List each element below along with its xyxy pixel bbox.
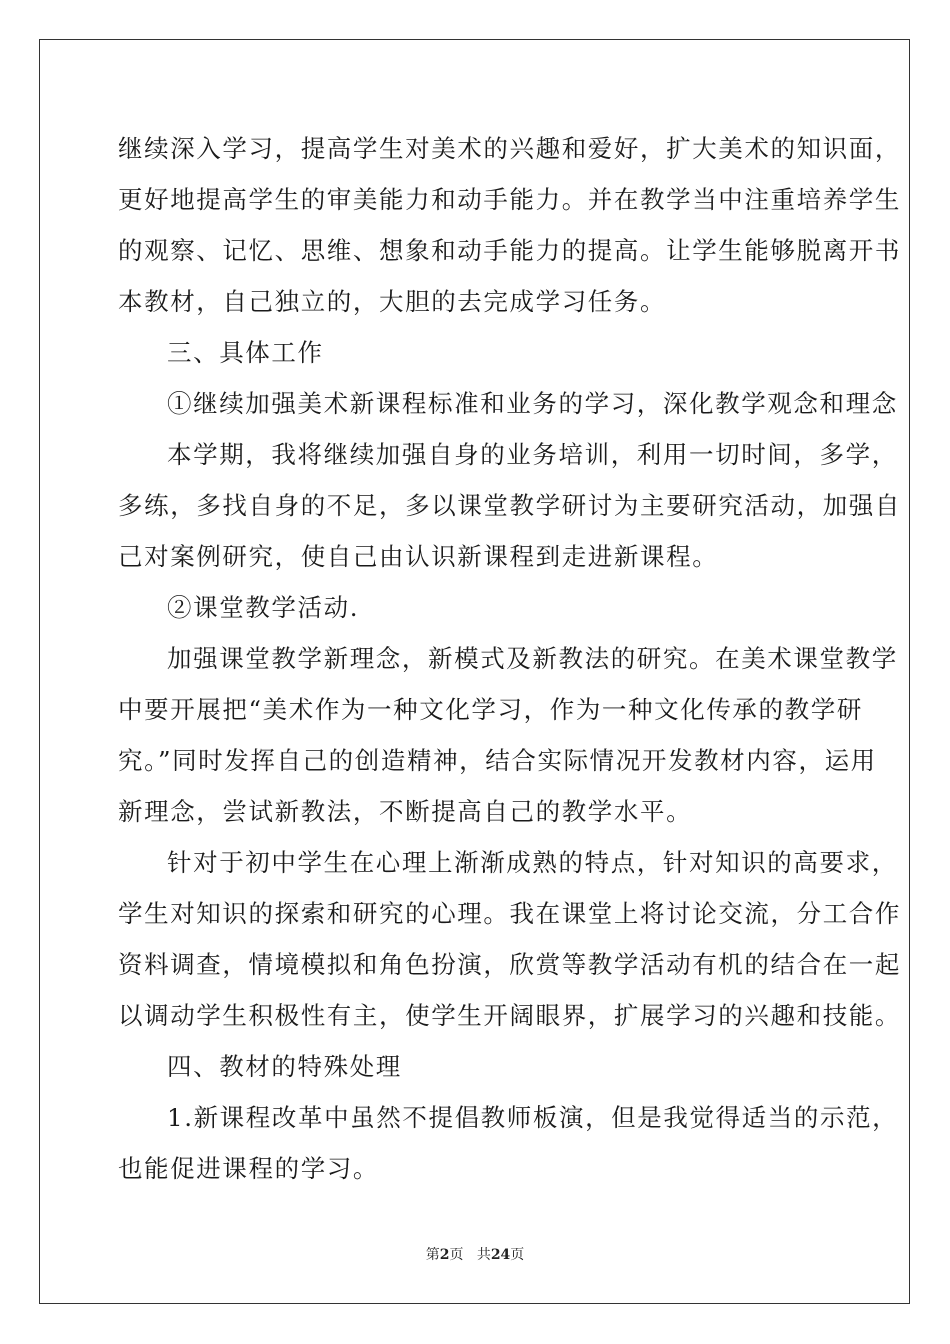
body-line-15: 针对于初中学生在心理上渐渐成熟的特点，针对知识的高要求， — [167, 848, 898, 877]
footer-total-suffix: 页 — [510, 1247, 525, 1263]
page-footer — [0, 1246, 950, 1264]
body-line-12: 中要开展把“美术作为一种文化学习，作为一种文化传承的教学研 — [118, 695, 863, 724]
body-line-4: 本教材，自己独立的，大胆的去完成学习任务。 — [118, 287, 667, 316]
body-line-8: 多练，多找自身的不足，多以课堂教学研讨为主要研究活动，加强自 — [118, 491, 901, 520]
footer-page-number: 2 — [439, 1247, 450, 1263]
body-line-18: 以调动学生积极性有主，使学生开阔眼界，扩展学习的兴趣和技能。 — [118, 1001, 901, 1030]
section-heading-3: 三、具体工作 — [167, 338, 324, 367]
body-line-7: 本学期，我将继续加强自身的业务培训，利用一切时间，多学， — [167, 440, 898, 469]
body-line-20: 1.新课程改革中虽然不提倡教师板演，但是我觉得适当的示范， — [167, 1103, 899, 1132]
body-line-9: 己对案例研究，使自己由认识新课程到走进新课程。 — [118, 542, 719, 571]
body-line-11: 加强课堂教学新理念，新模式及新教法的研究。在美术课堂教学 — [167, 644, 898, 673]
body-line-14: 新理念，尝试新教法，不断提高自己的教学水平。 — [118, 797, 693, 826]
body-line-13: 究。”同时发挥自己的创造精神，结合实际情况开发教材内容，运用 — [118, 746, 877, 775]
body-line-17: 资料调查，情境模拟和角色扮演，欣赏等教学活动有机的结合在一起 — [118, 950, 901, 979]
body-line-21: 也能促进课程的学习。 — [118, 1154, 379, 1183]
subheading-1: ①继续加强美术新课程标准和业务的学习，深化教学观念和理念 — [167, 389, 898, 418]
footer-page-suffix: 页 — [449, 1247, 464, 1263]
body-line-1: 继续深入学习，提高学生对美术的兴趣和爱好，扩大美术的知识面， — [118, 134, 901, 163]
subheading-2: ②课堂教学活动. — [167, 593, 360, 622]
body-line-2: 更好地提高学生的审美能力和动手能力。并在教学当中注重培养学生 — [118, 185, 901, 214]
body-line-16: 学生对知识的探索和研究的心理。我在课堂上将讨论交流，分工合作 — [118, 899, 901, 928]
footer-total-prefix: 共 — [476, 1247, 491, 1263]
body-line-3: 的观察、记忆、思维、想象和动手能力的提高。让学生能够脱离开书 — [118, 236, 901, 265]
section-heading-4: 四、教材的特殊处理 — [167, 1052, 402, 1081]
footer-total-pages: 24 — [490, 1247, 511, 1263]
footer-page-prefix: 第 — [425, 1247, 440, 1263]
